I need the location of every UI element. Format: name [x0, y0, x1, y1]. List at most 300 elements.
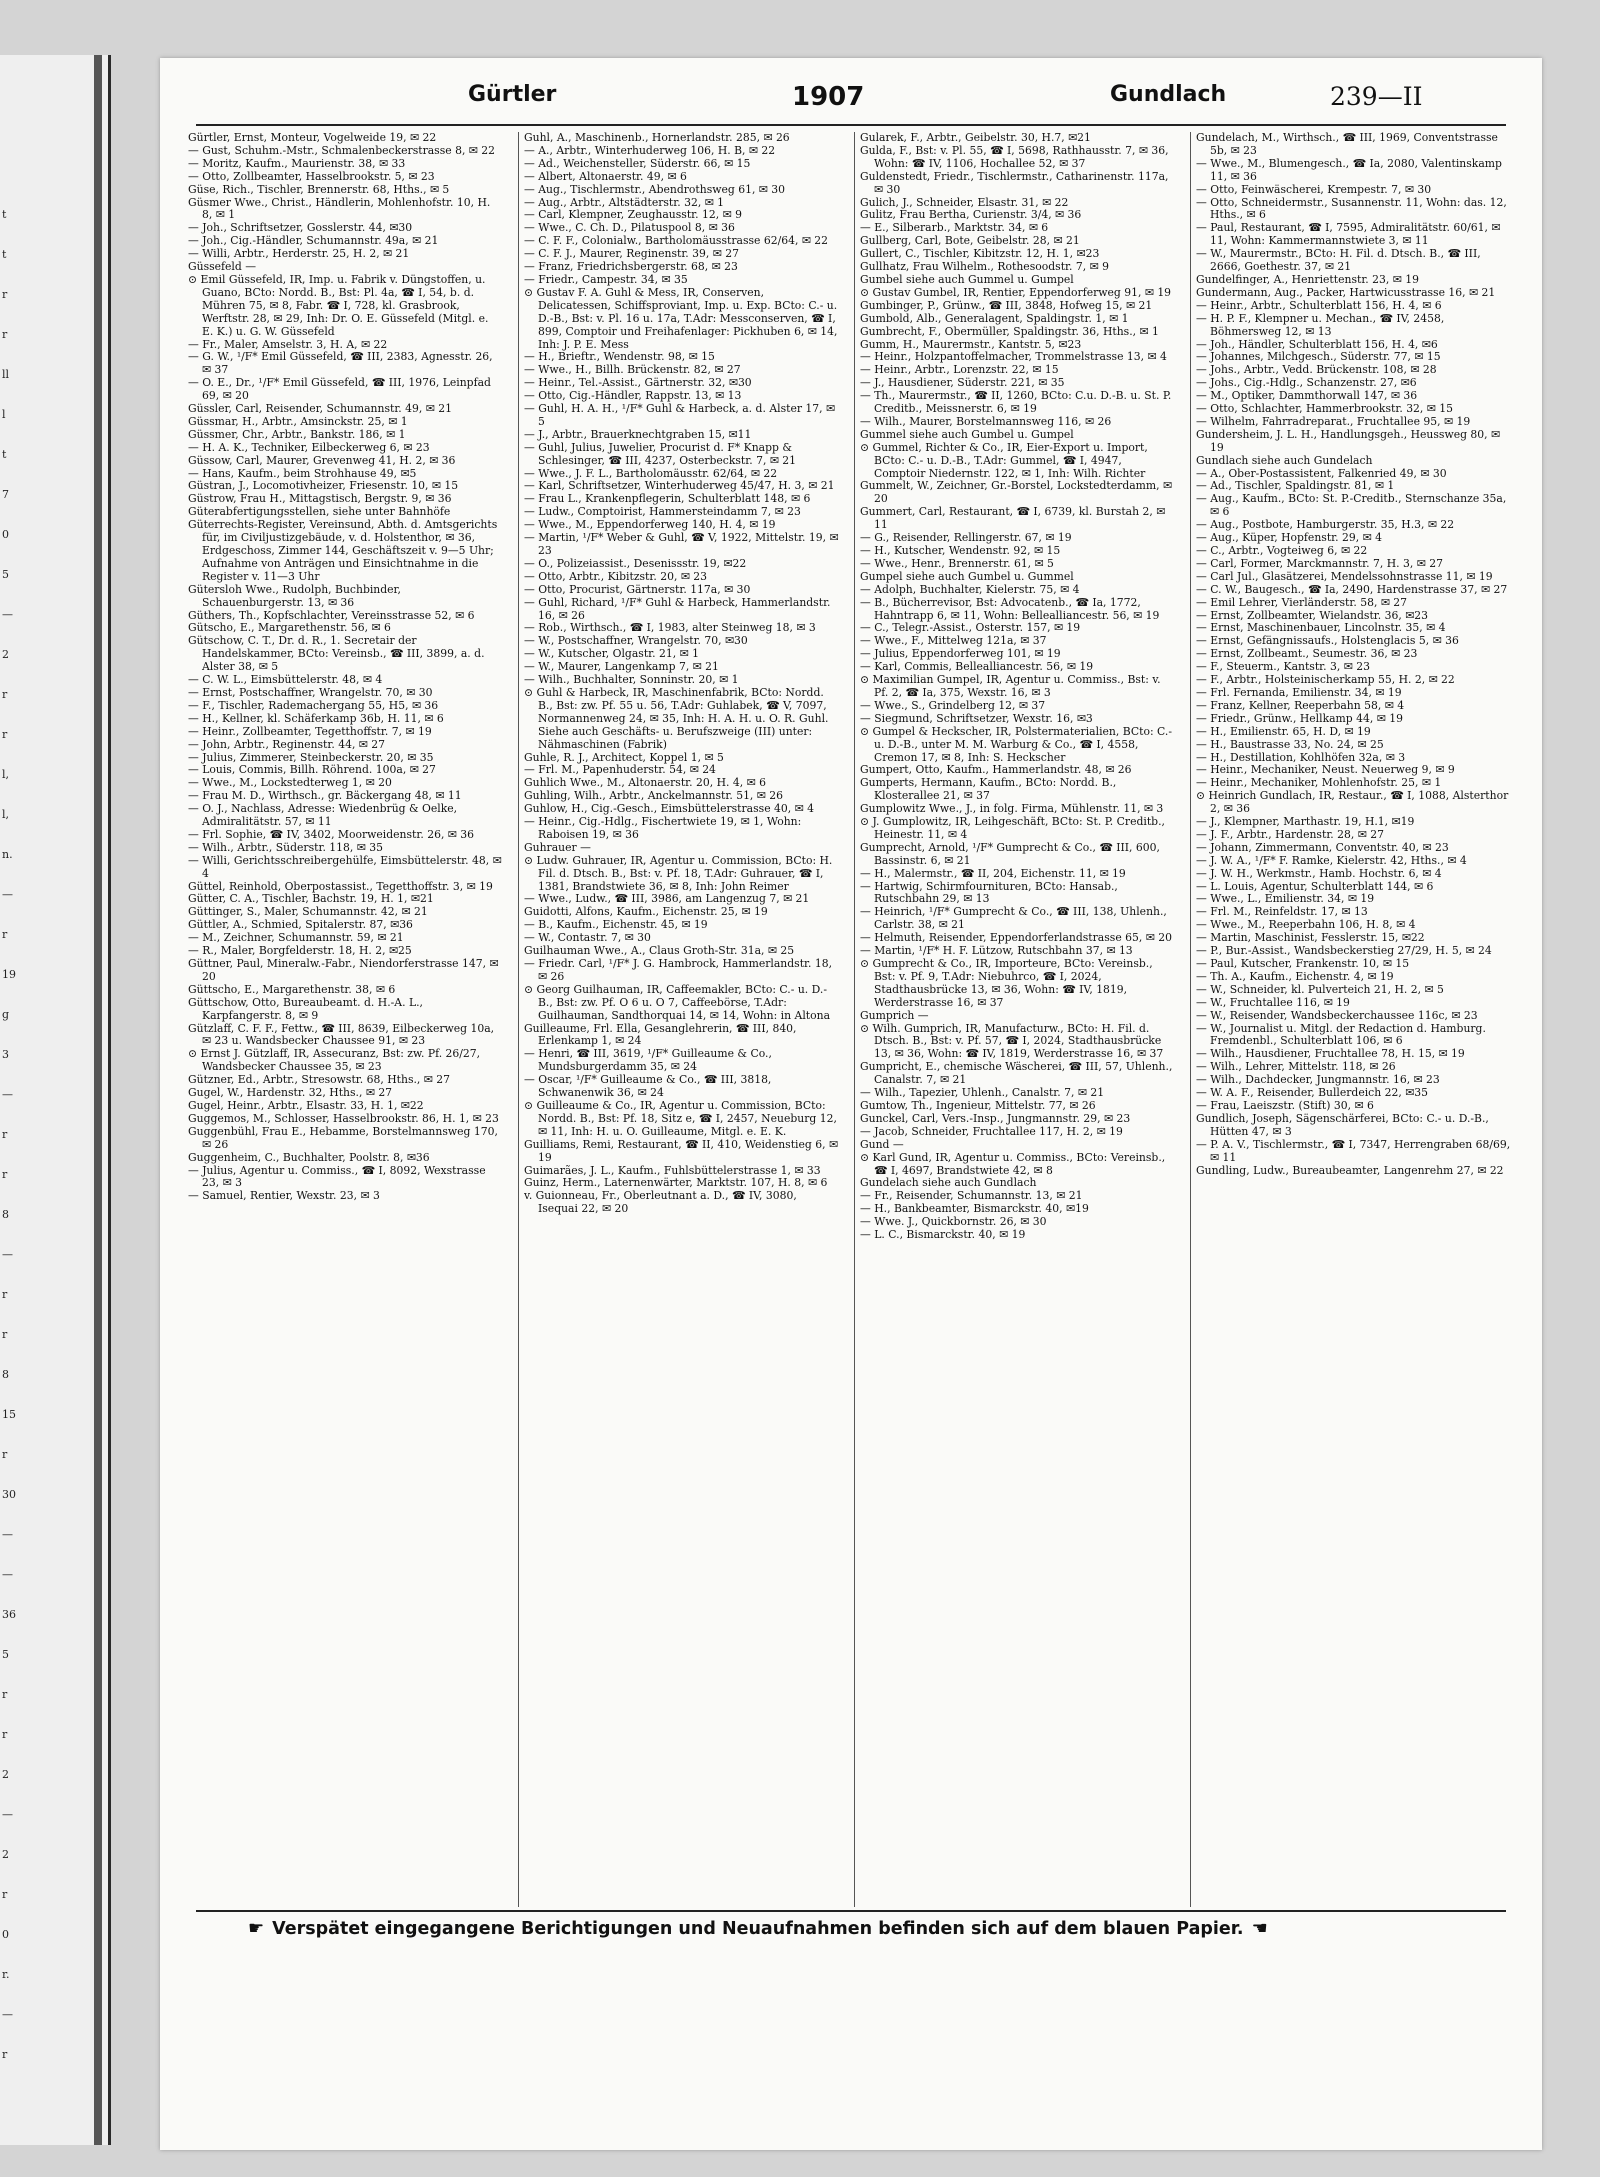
left-fragment: r: [2, 288, 8, 301]
left-fragment: r: [2, 728, 8, 741]
directory-entry: — H., Kellner, kl. Schäferkamp 36b, H. 11, ✉ 6: [188, 711, 444, 725]
directory-entry: ⊙ Ernst J. Gützlaff, IR, Assecuranz, Bst: zw. Pf. 26/27, Wandsbecker Chaussee 35, ✉ 23: [188, 1047, 481, 1074]
directory-entry: — F., Tischler, Rademachergang 55, H5, ✉ 36: [188, 698, 439, 712]
directory-entry: — H., Brieftr., Wendenstr. 98, ✉ 15: [524, 350, 715, 364]
directory-entry: — Martin, ¹/F* H. F. Lützow, Rutschbahn 37, ✉ 13: [860, 944, 1133, 958]
directory-entry: Guhling, Wilh., Arbtr., Anckelmannstr. 51, ✉ 26: [524, 789, 784, 803]
directory-entry: Güttinger, S., Maler, Schumannstr. 42, ✉ 21: [188, 905, 428, 919]
left-fragment: 2: [2, 1768, 9, 1781]
directory-entry: — W., Kutscher, Olgastr. 21, ✉ 1: [524, 647, 699, 661]
directory-entry: — Fr., Reisender, Schumannstr. 13, ✉ 21: [860, 1189, 1083, 1203]
directory-entry: Guilleaume, Frl. Ella, Gesanglehrerin, ☎ III, 840, Erlenkamp 1, ✉ 24: [524, 1021, 797, 1048]
directory-entry: Gund —: [860, 1137, 904, 1151]
directory-entry: Güstran, J., Locomotivheizer, Friesenstr. 10, ✉ 15: [188, 479, 459, 493]
directory-entry: — Karl, Schriftsetzer, Winterhuderweg 45/47, H. 3, ✉ 21: [524, 479, 835, 493]
directory-entry: — Otto, Schneidermstr., Susannenstr. 11, Wohn: das. 12, Hths., ✉ 6: [1196, 195, 1507, 222]
directory-entry: Gumprich —: [860, 1008, 929, 1022]
directory-entry: — H., Baustrasse 33, No. 24, ✉ 25: [1196, 737, 1384, 751]
left-fragment: 8: [2, 1368, 9, 1381]
directory-entry: — A., Ober-Postassistent, Falkenried 49, ✉ 30: [1196, 466, 1447, 480]
directory-entry: Güssler, Carl, Reisender, Schumannstr. 49, ✉ 21: [188, 402, 452, 416]
directory-entry: — Emil Lehrer, Vierländerstr. 58, ✉ 27: [1196, 595, 1408, 609]
directory-entry: — Guhl, Julius, Juwelier, Procurist d. F* Knapp & Schlesinger, ☎ III, 4237, Osterbeckstr. 7, ✉ 21: [524, 440, 797, 467]
left-fragment: —: [2, 2008, 13, 2021]
directory-entry: — Ernst, Gefängnissaufs., Holstenglacis 5, ✉ 36: [1196, 634, 1459, 648]
left-fragment: 2: [2, 1848, 9, 1861]
directory-entry: — Joh., Cig.-Händler, Schumannstr. 49a, ✉ 21: [188, 234, 439, 248]
column-divider: [1190, 132, 1191, 1907]
directory-entry: — W., Reisender, Wandsbeckerchaussee 116c, ✉ 23: [1196, 1008, 1478, 1022]
directory-entry: — C., Telegr.-Assist., Osterstr. 157, ✉ 19: [860, 621, 1081, 635]
directory-entry: — H., Destillation, Kohlhöfen 32a, ✉ 3: [1196, 750, 1406, 764]
directory-entry: — H. A. K., Techniker, Eilbeckerweg 6, ✉ 23: [188, 440, 430, 454]
directory-entry: — F., Steuerm., Kantstr. 3, ✉ 23: [1196, 660, 1370, 674]
directory-entry: — J., Klempner, Marthastr. 19, H.1, ✉19: [1196, 815, 1415, 829]
directory-entry: ⊙ Karl Gund, IR, Agentur u. Commiss., BCto: Vereinsb., ☎ I, 4697, Brandstwiete 42, ✉ 8: [860, 1150, 1166, 1177]
directory-entry: Güttscho, E., Margarethenstr. 38, ✉ 6: [188, 982, 396, 996]
directory-entry: — Friedr., Grünw., Hellkamp 44, ✉ 19: [1196, 711, 1403, 725]
left-fragment: t: [2, 208, 7, 221]
directory-entry: — Otto, Procurist, Gärtnerstr. 117a, ✉ 30: [524, 582, 751, 596]
column-divider: [854, 132, 855, 1907]
directory-entry: Gullert, C., Tischler, Kibitzstr. 12, H. 1, ✉23: [860, 247, 1100, 261]
directory-entry: ⊙ Gustav F. A. Guhl & Mess, IR, Conserven, Delicatessen, Schiffsproviant, Imp. u. Exp. BCto: C.- u. D.-B., Bst: v. Pl. 16 u. 17a, T.Adr: Messconserven, ☎ I, 899, Comptoir und Freihafenlager: Pickhuben 6, ✉ 14, Inh: J. P. E. Mess: [524, 285, 838, 351]
directory-entry: ⊙ Gumprecht & Co., IR, Importeure, BCto: Vereinsb., Bst: v. Pf. 9, T.Adr: Niebuhrco, ☎ I, 2024, Stadthausbrücke 13, ✉ 36, Wohn: ☎ IV, 1819, Werderstrasse 16, ✉ 37: [860, 957, 1153, 1009]
directory-entry: — H. P. F., Klempner u. Mechan., ☎ IV, 2458, Böhmersweg 12, ✉ 13: [1196, 311, 1445, 338]
directory-entry: — Wwe., J. F. L., Bartholomäusstr. 62/64, ✉ 22: [524, 466, 778, 480]
left-fragment: r: [2, 688, 8, 701]
directory-entry: Gütscho, E., Margarethenstr. 56, ✉ 6: [188, 621, 391, 635]
directory-entry: Guhlow, H., Cig.-Gesch., Eimsbüttelerstrasse 40, ✉ 4: [524, 802, 814, 816]
directory-entry: — E., Silberarb., Marktstr. 34, ✉ 6: [860, 221, 1049, 235]
footer-text: Verspätet eingegangene Berichtigungen und Neuaufnahmen befinden sich auf dem blauen Papier.: [272, 1919, 1244, 1939]
directory-entry: — C. F. J., Maurer, Reginenstr. 39, ✉ 27: [524, 247, 739, 261]
directory-entry: — Julius, Zimmerer, Steinbeckerstr. 20, ✉ 35: [188, 750, 434, 764]
directory-entry: Guldenstedt, Friedr., Tischlermstr., Catharinenstr. 117a, ✉ 30: [860, 169, 1169, 196]
directory-entry: — Carl, Former, Marckmannstr. 7, H. 3, ✉ 27: [1196, 556, 1443, 570]
directory-entry: — Otto, Arbtr., Kibitzstr. 20, ✉ 23: [524, 569, 708, 583]
directory-entry: Gumpert, Otto, Kaufm., Hammerlandstr. 48, ✉ 26: [860, 763, 1132, 777]
directory-entry: — P. A. V., Tischlermstr., ☎ I, 7347, Herrengraben 68/69, ✉ 11: [1196, 1137, 1511, 1164]
left-fragment: r: [2, 1688, 8, 1701]
directory-entry: Gumpel siehe auch Gumbel u. Gummel: [860, 569, 1074, 583]
left-fragment: r.: [2, 1968, 10, 1981]
directory-entry: — Johs., Cig.-Hdlg., Schanzenstr. 27, ✉6: [1196, 376, 1417, 390]
directory-entry: — C. F. F., Colonialw., Bartholomäusstrasse 62/64, ✉ 22: [524, 234, 829, 248]
page-number: 239—II: [1330, 82, 1423, 111]
left-fragment: 5: [2, 568, 9, 581]
directory-entry: — Wilh., Maurer, Borstelmannsweg 116, ✉ 26: [860, 414, 1112, 428]
directory-entry: — Ernst, Zollbeamt., Seumestr. 36, ✉ 23: [1196, 647, 1418, 661]
directory-entry: — Adolph, Buchhalter, Kielerstr. 75, ✉ 4: [860, 582, 1080, 596]
directory-entry: — W., Maurer, Langenkamp 7, ✉ 21: [524, 660, 719, 674]
left-fragment: —: [2, 1528, 13, 1541]
directory-entry: Gulitz, Frau Bertha, Curienstr. 3/4, ✉ 36: [860, 208, 1082, 222]
left-fragment: 2: [2, 648, 9, 661]
column-2: [524, 132, 839, 1907]
directory-entry: — Paul, Kutscher, Frankenstr. 10, ✉ 15: [1196, 957, 1410, 970]
directory-entry: — Wwe., L., Emilienstr. 34, ✉ 19: [1196, 892, 1375, 906]
directory-entry: — Carl Jul., Glasätzerei, Mendelssohnstrasse 11, ✉ 19: [1196, 569, 1493, 583]
directory-entry: — Joh., Händler, Schulterblatt 156, H. 4, ✉6: [1196, 337, 1438, 351]
left-fragment: —: [2, 888, 13, 901]
left-fragment: —: [2, 1088, 13, 1101]
directory-entry: — J. F., Arbtr., Hardenstr. 28, ✉ 27: [1196, 827, 1384, 841]
directory-entry: — Willi, Arbtr., Herderstr. 25, H. 2, ✉ 21: [188, 247, 410, 261]
directory-entry: ⊙ Guilleaume & Co., IR, Agentur u. Commission, BCto: Nordd. B., Bst: Pf. 18, Sitz e, ☎ I, 2457, Neueburg 12, ✉ 11, Inh: H. u. O. Guilleaume, Mitgl. e. E. K.: [524, 1098, 837, 1138]
directory-entry: — Julius, Eppendorferweg 101, ✉ 19: [860, 647, 1061, 661]
directory-entry: — Friedr. Carl, ¹/F* J. G. Hambrock, Hammerlandstr. 18, ✉ 26: [524, 957, 833, 983]
adjacent-page-edge: [0, 55, 111, 2145]
left-fragment: 36: [2, 1608, 16, 1621]
directory-entry: — Samuel, Rentier, Wexstr. 23, ✉ 3: [188, 1189, 380, 1203]
directory-entry: — Otto, Schlachter, Hammerbrookstr. 32, ✉ 15: [1196, 402, 1454, 416]
directory-entry: Gulich, J., Schneider, Elsastr. 31, ✉ 22: [860, 195, 1069, 209]
directory-entry: — Wwe., F., Mittelweg 121a, ✉ 37: [860, 634, 1047, 648]
directory-entry: — Wwe., Henr., Brennerstr. 61, ✉ 5: [860, 556, 1054, 570]
directory-entry: — B., Kaufm., Eichenstr. 45, ✉ 19: [524, 918, 708, 932]
directory-entry: — Ernst, Zollbeamter, Wielandstr. 36, ✉23: [1196, 608, 1429, 622]
column-divider: [518, 132, 519, 1907]
directory-entry: — M., Zeichner, Schumannstr. 59, ✉ 21: [188, 931, 404, 945]
left-fragment: r: [2, 328, 8, 341]
directory-entry: — W., Contastr. 7, ✉ 30: [524, 931, 651, 945]
directory-entry: — W., Schneider, kl. Pulverteich 21, H. 2, ✉ 5: [1196, 982, 1444, 996]
directory-entry: v. Guionneau, Fr., Oberleutnant a. D., ☎ IV, 3080, Isequai 22, ✉ 20: [524, 1189, 797, 1216]
directory-entry: — H., Emilienstr. 65, H. D, ✉ 19: [1196, 724, 1371, 738]
left-fragment: 7: [2, 488, 9, 501]
left-fragment: l: [2, 408, 6, 421]
header-rule: [196, 124, 1506, 126]
directory-entry: — Heinr., Tel.-Assist., Gärtnerstr. 32, ✉30: [524, 376, 752, 390]
directory-entry: Güstrow, Frau H., Mittagstisch, Bergstr. 9, ✉ 36: [188, 492, 452, 506]
directory-entry: Gummelt, W., Zeichner, Gr.-Borstel, Lockstedterdamm, ✉ 20: [860, 479, 1173, 506]
directory-entry: — Wilh., Tapezier, Uhlenh., Canalstr. 7, ✉ 21: [860, 1086, 1105, 1100]
directory-entry: — Hartwig, Schirmfournituren, BCto: Hansab., Rutschbahn 29, ✉ 13: [860, 879, 1118, 906]
directory-entry: ⊙ Ludw. Guhrauer, IR, Agentur u. Commission, BCto: H. Fil. d. Dtsch. B., Bst: v. Pf. 18, T.Adr: Guhrauer, ☎ I, 1381, Brandstwiete 36, ✉ 8, Inh: John Reimer: [524, 853, 833, 893]
left-fragment: r: [2, 1168, 8, 1181]
directory-entry: Gularek, F., Arbtr., Geibelstr. 30, H.7, ✉21: [860, 132, 1091, 144]
left-fragment: r: [2, 1728, 8, 1741]
directory-entry: Guggenheim, C., Buchhalter, Poolstr. 8, ✉36: [188, 1150, 430, 1164]
directory-entry: — Johs., Arbtr., Vedd. Brückenstr. 108, ✉ 28: [1196, 363, 1437, 377]
directory-entry: — Wwe., M., Eppendorferweg 140, H. 4, ✉ 19: [524, 518, 776, 532]
directory-entry: — Ludw., Comptoirist, Hammersteindamm 7, ✉ 23: [524, 505, 801, 519]
left-fragment: 15: [2, 1408, 16, 1421]
directory-entry: ⊙ Gumpel & Heckscher, IR, Polstermaterialien, BCto: C.- u. D.-B., unter M. M. Warburg & Co., ☎ I, 4558, Cremon 17, ✉ 8, Inh: S. Heckscher: [860, 724, 1172, 764]
directory-entry: Güse, Rich., Tischler, Brennerstr. 68, Hths., ✉ 5: [188, 182, 450, 196]
directory-entry: — Th., Maurermstr., ☎ II, 1260, BCto: C.u. D.-B. u. St. P. Creditb., Meissnerstr. 6, ✉ 19: [860, 389, 1172, 416]
directory-entry: — B., Bücherrevisor, Bst: Advocatenb., ☎ Ia, 1772, Hahntrapp 6, ✉ 11, Wohn: Bellealliancestr. 56, ✉ 19: [860, 595, 1160, 622]
directory-entry: Gundelfinger, A., Henriettenstr. 23, ✉ 19: [1196, 272, 1419, 286]
directory-entry: — Wwe., S., Grindelberg 12, ✉ 37: [860, 698, 1046, 712]
directory-entry: Güttschow, Otto, Bureaubeamt. d. H.-A. L., Karpfangerstr. 8, ✉ 9: [188, 995, 423, 1022]
directory-entry: Gunckel, Carl, Vers.-Insp., Jungmannstr. 29, ✉ 23: [860, 1111, 1131, 1125]
directory-entry: — O. J., Nachlass, Adresse: Wiedenbrüg & Oelke, Admiralitätstr. 57, ✉ 11: [188, 802, 458, 829]
directory-entry: Gützner, Ed., Arbtr., Stresowstr. 68, Hths., ✉ 27: [188, 1073, 451, 1087]
directory-entry: — J. W. A., ¹/F* F. Ramke, Kielerstr. 42, Hths., ✉ 4: [1196, 853, 1467, 867]
directory-entry: — Albert, Altonaerstr. 49, ✉ 6: [524, 169, 687, 183]
directory-entry: — Aug., Küper, Hopfenstr. 29, ✉ 4: [1196, 531, 1382, 545]
directory-entry: — Helmuth, Reisender, Eppendorferlandstrasse 65, ✉ 20: [860, 931, 1172, 945]
directory-entry: — Heinrich, ¹/F* Gumprecht & Co., ☎ III, 138, Uhlenh., Carlstr. 38, ✉ 21: [860, 905, 1167, 932]
directory-entry: — Wwe., M., Reeperbahn 106, H. 8, ✉ 4: [1196, 918, 1416, 932]
directory-entry: Gundling, Ludw., Bureaubeamter, Langenrehm 27, ✉ 22: [1196, 1163, 1504, 1177]
directory-entry: Gütter, C. A., Tischler, Bachstr. 19, H. 1, ✉21: [188, 892, 434, 906]
directory-entry: — Otto, Zollbeamter, Hasselbrookstr. 5, ✉ 23: [188, 169, 435, 183]
left-fragment: r: [2, 928, 8, 941]
directory-entry: — John, Arbtr., Reginenstr. 44, ✉ 27: [188, 737, 386, 751]
directory-entry: — M., Optiker, Dammthorwall 147, ✉ 36: [1196, 389, 1418, 403]
directory-entry: Gullberg, Carl, Bote, Geibelstr. 28, ✉ 21: [860, 234, 1080, 248]
left-fragment: r: [2, 1888, 8, 1901]
directory-entry: Güthers, Th., Kopfschlachter, Vereinsstrasse 52, ✉ 6: [188, 608, 475, 622]
column-1: [188, 132, 503, 1907]
directory-entry: — Wwe., M., Blumengesch., ☎ Ia, 2080, Valentinskamp 11, ✉ 36: [1196, 156, 1502, 183]
directory-entry: — Frau M. D., Wirthsch., gr. Bäckergang 48, ✉ 11: [188, 789, 462, 803]
directory-entry: — Karl, Commis, Bellealliancestr. 56, ✉ 19: [860, 660, 1094, 674]
left-fragment: r: [2, 1288, 8, 1301]
column-3: [860, 132, 1175, 1907]
directory-entry: — Martin, Maschinist, Fesslerstr. 15, ✉22: [1196, 931, 1425, 945]
directory-entry: — Rob., Wirthsch., ☎ I, 1983, alter Steinweg 18, ✉ 3: [524, 621, 816, 635]
directory-entry: — H., Bankbeamter, Bismarckstr. 40, ✉19: [860, 1202, 1089, 1216]
directory-entry: Gugel, W., Hardenstr. 32, Hths., ✉ 27: [188, 1086, 393, 1100]
directory-entry: ⊙ Gustav Gumbel, IR, Rentier, Eppendorferweg 91, ✉ 19: [860, 285, 1172, 299]
directory-entry: — Wwe., H., Billh. Brückenstr. 82, ✉ 27: [524, 363, 741, 377]
directory-entry: — H., Malermstr., ☎ II, 204, Eichenstr. 11, ✉ 19: [860, 866, 1126, 880]
binding-shadow: [94, 55, 102, 2145]
left-fragment: r: [2, 1128, 8, 1141]
directory-entry: Gumbinger, P., Grünw., ☎ III, 3848, Hofweg 15, ✉ 21: [860, 298, 1153, 312]
directory-entry: — J., Hausdiener, Süderstr. 221, ✉ 35: [860, 376, 1065, 390]
directory-entry: — Gust, Schuhm.-Mstr., Schmalenbeckerstrasse 8, ✉ 22: [188, 143, 496, 157]
directory-entry: Guilliams, Remi, Restaurant, ☎ II, 410, Weidenstieg 6, ✉ 19: [524, 1137, 838, 1164]
directory-entry: — C. W. L., Eimsbüttelerstr. 48, ✉ 4: [188, 673, 383, 687]
left-fragment: ll: [2, 368, 10, 381]
directory-entry: Gullhatz, Frau Wilhelm., Rothesoodstr. 7, ✉ 9: [860, 260, 1109, 274]
directory-entry: Guhle, R. J., Architect, Koppel 1, ✉ 5: [524, 750, 724, 764]
directory-entry: Gürtler, Ernst, Monteur, Vogelweide 19, ✉ 22: [188, 132, 437, 144]
directory-entry: Gundelach siehe auch Gundlach: [860, 1176, 1037, 1190]
directory-entry: ⊙ J. Gumplowitz, IR, Leihgeschäft, BCto: St. P. Creditb., Heinestr. 11, ✉ 4: [860, 815, 1165, 841]
directory-entry: — Fr., Maler, Amselstr. 3, H. A, ✉ 22: [188, 337, 388, 351]
directory-entry: — Carl, Klempner, Zeughausstr. 12, ✉ 9: [524, 208, 742, 222]
directory-entry: ⊙ Wilh. Gumprich, IR, Manufacturw., BCto: H. Fil. d. Dtsch. B., Bst: v. Pf. 57, ☎ I, 2024, Stadthausbrücke 13, ✉ 36, Wohn: ☎ IV, 1819, Werderstrasse 16, ✉ 37: [860, 1021, 1164, 1061]
directory-entry: — Aug., Kaufm., BCto: St. P.-Creditb., Sternschanze 35a, ✉ 6: [1196, 492, 1507, 519]
directory-entry: — Heinr., Mechaniker, Mohlenhofstr. 25, ✉ 1: [1196, 776, 1442, 790]
left-fragment: 8: [2, 1208, 9, 1221]
directory-entry: — Heinr., Zollbeamter, Tegetthoffstr. 7, ✉ 19: [188, 724, 432, 738]
directory-entry: — Ad., Weichensteller, Süderstr. 66, ✉ 15: [524, 156, 751, 170]
directory-entry: — P., Bur.-Assist., Wandsbeckerstieg 27/29, H. 5, ✉ 24: [1196, 944, 1492, 958]
directory-entry: — Frl. M., Reinfeldstr. 17, ✉ 13: [1196, 905, 1368, 919]
header-left-keyword: Gürtler: [468, 82, 557, 107]
directory-entry: Gundermann, Aug., Packer, Hartwicusstrasse 16, ✉ 21: [1196, 285, 1496, 299]
directory-entry: — W., Maurermstr., BCto: H. Fil. d. Dtsch. B., ☎ III, 2666, Goethestr. 37, ✉ 21: [1196, 247, 1481, 274]
directory-entry: — O. E., Dr., ¹/F* Emil Güssefeld, ☎ III, 1976, Leinpfad 69, ✉ 20: [188, 376, 491, 403]
directory-entry: — Louis, Commis, Billh. Röhrend. 100a, ✉ 27: [188, 763, 436, 777]
directory-entry: Gumm, H., Maurermstr., Kantstr. 5, ✉23: [860, 337, 1082, 351]
directory-entry: — G. W., ¹/F* Emil Güssefeld, ☎ III, 2383, Agnesstr. 26, ✉ 37: [188, 350, 493, 377]
directory-entry: Gumplowitz Wwe., J., in folg. Firma, Mühlenstr. 11, ✉ 3: [860, 802, 1164, 816]
directory-entry: — Wilh., Buchhalter, Sonninstr. 20, ✉ 1: [524, 673, 739, 687]
directory-entry: — Aug., Arbtr., Altstädterstr. 32, ✉ 1: [524, 195, 725, 209]
directory-entry: Güssefeld —: [188, 260, 257, 274]
directory-entry: ⊙ Georg Guilhauman, IR, Caffeemakler, BCto: C.- u. D.-B., Bst: zw. Pf. O 6 u. O 7, Caffeebörse, T.Adr: Guilhauman, Sandthorquai 14, ✉ 14, Wohn: in Altona: [524, 982, 831, 1022]
directory-entry: Gumpricht, E., chemische Wäscherei, ☎ III, 57, Uhlenh., Canalstr. 7, ✉ 21: [860, 1060, 1173, 1087]
directory-entry: — R., Maler, Borgfelderstr. 18, H. 2, ✉25: [188, 944, 412, 958]
directory-entry: Guilhauman Wwe., A., Claus Groth-Str. 31a, ✉ 25: [524, 944, 795, 958]
directory-entry: — J. W. H., Werkmstr., Hamb. Hochstr. 6, ✉ 4: [1196, 866, 1442, 880]
directory-entry: — Heinr., Cig.-Hdlg., Fischertwiete 19, ✉ 1, Wohn: Raboisen 19, ✉ 36: [524, 815, 802, 841]
left-fragment: g: [2, 1008, 10, 1021]
directory-entry: — Wwe., Ludw., ☎ III, 3986, am Langenzug 7, ✉ 21: [524, 892, 810, 906]
directory-entry: — Martin, ¹/F* Weber & Guhl, ☎ V, 1922, Mittelstr. 19, ✉ 23: [524, 531, 839, 557]
directory-entry: — L. Louis, Agentur, Schulterblatt 144, ✉ 6: [1196, 879, 1434, 893]
directory-entry: — Frau L., Krankenpflegerin, Schulterblatt 148, ✉ 6: [524, 492, 811, 506]
directory-entry: — Julius, Agentur u. Commiss., ☎ I, 8092, Wexstrasse 23, ✉ 3: [188, 1163, 486, 1190]
directory-entry: — Wilhelm, Fahrradreparat., Fruchtallee 95, ✉ 19: [1196, 414, 1471, 428]
directory-entry: Guinz, Herm., Laternenwärter, Marktstr. 107, H. 8, ✉ 6: [524, 1176, 828, 1190]
directory-entry: — Aug., Postbote, Hamburgerstr. 35, H.3, ✉ 22: [1196, 518, 1455, 532]
left-fragment: t: [2, 448, 7, 461]
column-4: [1196, 132, 1511, 1907]
left-fragment: r: [2, 1448, 8, 1461]
directory-entry: Güttner, Paul, Mineralw.-Fabr., Niendorferstrasse 147, ✉ 20: [188, 957, 499, 983]
directory-entry: Gugel, Heinr., Arbtr., Elsastr. 33, H. 1, ✉22: [188, 1098, 424, 1112]
left-fragment: 0: [2, 1928, 9, 1941]
header-year: 1907: [792, 82, 865, 112]
directory-entry: — Wwe., M., Lockstedterweg 1, ✉ 20: [188, 776, 392, 790]
pointing-hand-icon: ☛: [248, 1918, 265, 1939]
left-fragment: 3: [2, 1048, 9, 1061]
directory-entry: Gummert, Carl, Restaurant, ☎ I, 6739, kl. Burstah 2, ✉ 11: [860, 505, 1166, 532]
directory-entry: — Th. A., Kaufm., Eichenstr. 4, ✉ 19: [1196, 969, 1394, 983]
left-fragment: 30: [2, 1488, 16, 1501]
directory-entry: Güterrechts-Register, Vereinsund, Abth. d. Amtsgerichts für, im Civiljustizgebäude, v. d. Holstenthor, ✉ 36, Erdgeschoss, Zimmer 144, Geschäftszeit v. 9—5 Uhr; Aufnahme von Anträgen und Einsichtnahme in die Register v. 11—3 Uhr: [188, 518, 498, 583]
header-right-keyword: Gundlach: [1110, 82, 1227, 107]
directory-entry: — Willi, Gerichtsschreibergehülfe, Eimsbüttelerstr. 48, ✉ 4: [188, 853, 502, 880]
directory-entry: — Friedr., Campestr. 34, ✉ 35: [524, 272, 688, 286]
directory-entry: Gundlach siehe auch Gundelach: [1196, 453, 1373, 467]
directory-entry: Gumbrecht, F., Obermüller, Spaldingstr. 36, Hths., ✉ 1: [860, 324, 1159, 338]
directory-entry: Guidotti, Alfons, Kaufm., Eichenstr. 25, ✉ 19: [524, 905, 768, 919]
left-fragment: —: [2, 1568, 13, 1581]
directory-entry: Güssmar, H., Arbtr., Amsinckstr. 25, ✉ 1: [188, 414, 408, 428]
directory-entry: Gumperts, Hermann, Kaufm., BCto: Nordd. B., Klosterallee 21, ✉ 37: [860, 776, 1117, 803]
directory-entry: — Otto, Cig.-Händler, Rappstr. 13, ✉ 13: [524, 389, 742, 403]
directory-entry: ⊙ Gummel, Richter & Co., IR, Eier-Export u. Import, BCto: C.- u. D.-B., T.Adr: Gummel, ☎ I, 4947, Comptoir Niedernstr. 122, ✉ 1, Inh: Wilh. Richter: [860, 440, 1148, 480]
directory-entry: — Jacob, Schneider, Fruchtallee 117, H. 2, ✉ 19: [860, 1124, 1123, 1138]
directory-entry: — Henri, ☎ III, 3619, ¹/F* Guilleaume & Co., Mundsburgerdamm 35, ✉ 24: [524, 1047, 772, 1074]
directory-entry: Gütersloh Wwe., Rudolph, Buchbinder, Schauenburgerstr. 13, ✉ 36: [188, 582, 401, 609]
directory-entry: Güterabfertigungsstellen, siehe unter Bahnhöfe: [188, 505, 451, 519]
left-fragment: 0: [2, 528, 9, 541]
directory-entry: — Aug., Tischlermstr., Abendrothsweg 61, ✉ 30: [524, 182, 786, 196]
directory-entry: Guimarães, J. L., Kaufm., Fuhlsbüttelerstrasse 1, ✉ 33: [524, 1163, 821, 1177]
directory-entry: — Paul, Restaurant, ☎ I, 7595, Admiralitätstr. 60/61, ✉ 11, Wohn: Kammermannstwiete 3, ✉ 11: [1196, 221, 1501, 248]
directory-entry: Gütschow, C. T., Dr. d. R., 1. Secretair der Handelskammer, BCto: Vereinsb., ☎ III, 3899, a. d. Alster 38, ✉ 5: [188, 634, 485, 674]
directory-entry: — Oscar, ¹/F* Guilleaume & Co., ☎ III, 3818, Schwanenwik 36, ✉ 24: [524, 1073, 772, 1100]
directory-entry: Güssow, Carl, Maurer, Grevenweg 41, H. 2, ✉ 36: [188, 453, 456, 467]
directory-entry: — Johannes, Milchgesch., Süderstr. 77, ✉ 15: [1196, 350, 1441, 364]
directory-entry: — Otto, Feinwäscherei, Krempestr. 7, ✉ 30: [1196, 182, 1432, 196]
directory-entry: ⊙ Emil Güssefeld, IR, Imp. u. Fabrik v. Düngstoffen, u. Guano, BCto: Nordd. B., Bst: Pl. 4a, ☎ I, 54, b. d. Mühren 75, ✉ 8, Fabr. ☎ I, 728, kl. Grasbrook, Werftstr. 28, ✉ 29, Inh: Dr. O. E. Güssefeld (Mitgl. e. E. K.) u. G. W. Güssefeld: [188, 272, 489, 338]
directory-entry: — Moritz, Kaufm., Maurienstr. 38, ✉ 33: [188, 156, 406, 170]
directory-entry: Güssmer, Chr., Arbtr., Bankstr. 186, ✉ 1: [188, 427, 406, 441]
directory-entry: — Hans, Kaufm., beim Strohhause 49, ✉5: [188, 466, 417, 480]
directory-entry: Guhl, A., Maschinenb., Hornerlandstr. 285, ✉ 26: [524, 132, 790, 144]
left-fragment: —: [2, 1248, 13, 1261]
directory-entry: — Guhl, H. A. H., ¹/F* Guhl & Harbeck, a. d. Alster 17, ✉ 5: [524, 402, 836, 428]
directory-entry: Gundersheim, J. L. H., Handlungsgeh., Heussweg 80, ✉ 19: [1196, 427, 1501, 454]
directory-entry: Gumtow, Th., Ingenieur, Mittelstr. 77, ✉ 26: [860, 1098, 1096, 1112]
left-fragment: —: [2, 608, 13, 621]
directory-entry: Guggenbühl, Frau E., Hebamme, Borstelmannsweg 170, ✉ 26: [188, 1124, 498, 1151]
directory-entry: ⊙ Maximilian Gumpel, IR, Agentur u. Commiss., Bst: v. Pf. 2, ☎ Ia, 375, Wexstr. 16, ✉ 3: [860, 673, 1161, 699]
directory-entry: — W., Fruchtallee 116, ✉ 19: [1196, 995, 1350, 1009]
directory-entry: — Frl. Sophie, ☎ IV, 3402, Moorweidenstr. 26, ✉ 36: [188, 827, 475, 841]
left-fragment: l,: [2, 768, 10, 781]
page-header: [160, 82, 1542, 122]
left-fragment: 5: [2, 1648, 9, 1661]
directory-entry: — W., Journalist u. Mitgl. der Redaction d. Hamburg. Fremdenbl., Schulterblatt 106, ✉ 6: [1196, 1021, 1486, 1048]
directory-entry: — Guhl, Richard, ¹/F* Guhl & Harbeck, Hammerlandstr. 16, ✉ 26: [524, 595, 831, 622]
pointing-hand-icon: ☚: [1251, 1918, 1268, 1939]
directory-entry: ⊙ Heinrich Gundlach, IR, Restaur., ☎ I, 1088, Alsterthor 2, ✉ 36: [1196, 789, 1509, 816]
directory-entry: Gützlaff, C. F. F., Fettw., ☎ III, 8639, Eilbeckerweg 10a, ✉ 23 u. Wandsbecker Chaussee 91, ✉ 23: [188, 1021, 495, 1048]
directory-entry: — Franz, Kellner, Reeperbahn 58, ✉ 4: [1196, 698, 1405, 712]
directory-entry: Güttler, A., Schmied, Spitalerstr. 87, ✉36: [188, 918, 413, 932]
directory-entry: — Wwe. J., Quickbornstr. 26, ✉ 30: [860, 1215, 1047, 1229]
directory-entry: — O., Polizeiassist., Desenissstr. 19, ✉22: [524, 556, 747, 570]
directory-entry: Gumprecht, Arnold, ¹/F* Gumprecht & Co., ☎ III, 600, Bassinstr. 6, ✉ 21: [860, 840, 1160, 867]
directory-entry: Guhlich Wwe., M., Altonaerstr. 20, H. 4, ✉ 6: [524, 776, 766, 790]
directory-entry: — Wwe., C. Ch. D., Pilatuspool 8, ✉ 36: [524, 221, 735, 235]
directory-entry: — J., Arbtr., Brauerknechtgraben 15, ✉11: [524, 427, 752, 441]
directory-entry: Gumbold, Alb., Generalagent, Spaldingstr. 1, ✉ 1: [860, 311, 1129, 325]
left-fragment: n.: [2, 848, 13, 861]
directory-entry: — A., Arbtr., Winterhuderweg 106, H. B, ✉ 22: [524, 143, 776, 157]
directory-entry: — Wilh., Arbtr., Süderstr. 118, ✉ 35: [188, 840, 383, 854]
directory-entry: — F., Arbtr., Holsteinischerkamp 55, H. 2, ✉ 22: [1196, 673, 1455, 687]
directory-entry: — Heinr., Arbtr., Schulterblatt 156, H. 4, ✉ 6: [1196, 298, 1442, 312]
directory-entry: — Ernst, Maschinenbauer, Lincolnstr. 35, ✉ 4: [1196, 621, 1446, 635]
directory-columns: [188, 132, 1514, 1907]
directory-entry: — Frl. Fernanda, Emilienstr. 34, ✉ 19: [1196, 685, 1402, 699]
directory-entry: — W. A. F., Reisender, Bullerdeich 22, ✉35: [1196, 1086, 1428, 1100]
directory-entry: Güsmer Wwe., Christ., Händlerin, Mohlenhofstr. 10, H. 8, ✉ 1: [188, 195, 491, 222]
left-fragment: l,: [2, 808, 10, 821]
directory-entry: Gumbel siehe auch Gummel u. Gumpel: [860, 272, 1074, 286]
directory-entry: — Wilh., Dachdecker, Jungmannstr. 16, ✉ 23: [1196, 1073, 1440, 1087]
directory-entry: — Ernst, Postschaffner, Wrangelstr. 70, ✉ 30: [188, 685, 433, 699]
directory-entry: — Frl. M., Papenhuderstr. 54, ✉ 24: [524, 763, 716, 777]
directory-entry: — Johann, Zimmermann, Conventstr. 40, ✉ 23: [1196, 840, 1449, 854]
directory-entry: — Heinr., Holzpantoffelmacher, Trommelstrasse 13, ✉ 4: [860, 350, 1167, 364]
directory-entry: Güttel, Reinhold, Oberpostassist., Tegetthoffstr. 3, ✉ 19: [188, 879, 493, 893]
directory-entry: — Wilh., Hausdiener, Fruchtallee 78, H. 15, ✉ 19: [1196, 1047, 1465, 1061]
left-fragment: 19: [2, 968, 16, 981]
directory-entry: — G., Reisender, Rellingerstr. 67, ✉ 19: [860, 531, 1072, 545]
footer-notice: [240, 1918, 1500, 1948]
directory-entry: — Joh., Schriftsetzer, Gosslerstr. 44, ✉30: [188, 221, 413, 235]
directory-entry: Guhrauer —: [524, 840, 591, 854]
left-fragment: t: [2, 248, 7, 261]
directory-entry: — Heinr., Mechaniker, Neust. Neuerweg 9, ✉ 9: [1196, 763, 1455, 777]
directory-entry: — Wilh., Lehrer, Mittelstr. 118, ✉ 26: [1196, 1060, 1396, 1074]
